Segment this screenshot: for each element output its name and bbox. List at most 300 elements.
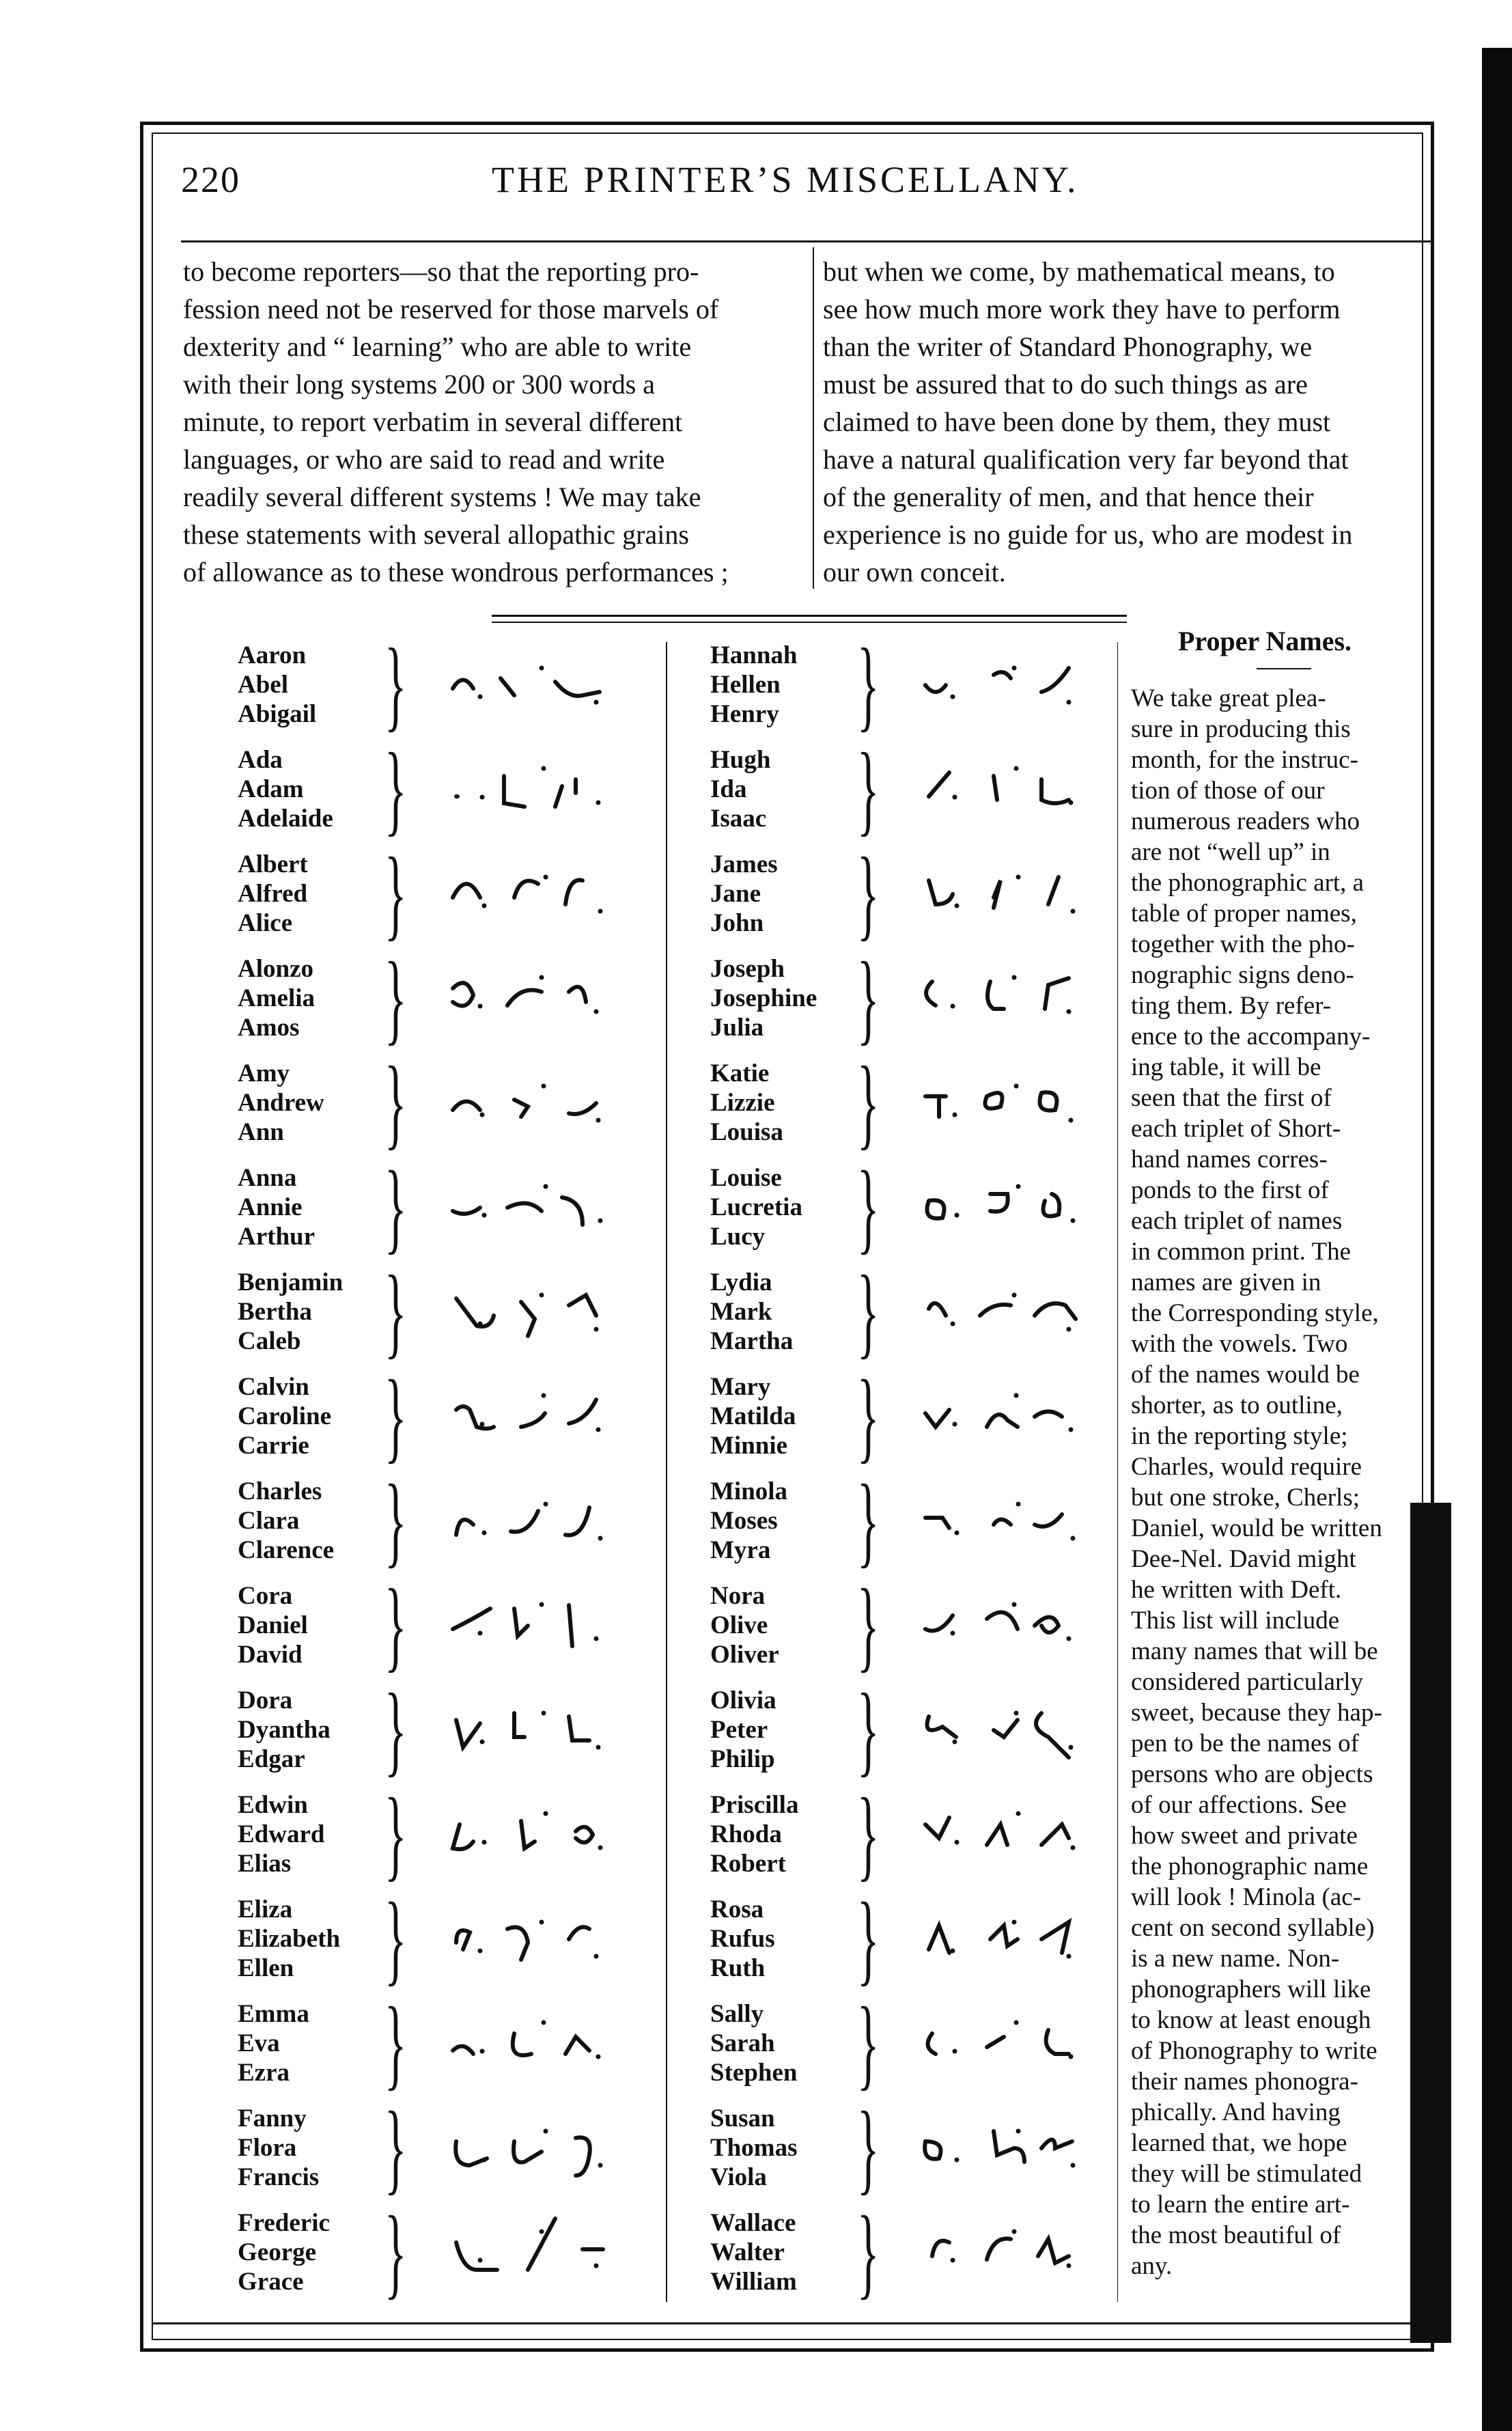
proper-name: Amelia — [238, 984, 316, 1012]
vowel-dot — [594, 1637, 599, 1641]
intro-right-line: must be assured that to do such things as are — [823, 369, 1308, 400]
brace-icon: } — [384, 837, 407, 950]
brace-icon: } — [857, 941, 880, 1055]
brace-icon: } — [384, 1882, 407, 1995]
vowel-dot — [955, 1840, 960, 1845]
sidebar-line: tion of those of our — [1131, 777, 1325, 805]
shorthand-outline-icon — [419, 857, 664, 932]
vowel-dot — [953, 795, 957, 800]
name-triplet — [710, 1255, 1147, 1368]
shorthand-outline-icon — [891, 1797, 1137, 1872]
vowel-dot — [1014, 1711, 1019, 1716]
proper-name: Katie — [710, 1059, 770, 1087]
shorthand-signs — [891, 1484, 1137, 1559]
vowel-dot — [540, 1602, 544, 1607]
name-triplet — [710, 1359, 1147, 1473]
vowel-dot — [953, 1113, 957, 1117]
brace-icon: } — [857, 1150, 880, 1264]
vowel-dot — [1069, 1745, 1074, 1750]
sidebar-line: of the names would be — [1131, 1361, 1360, 1389]
sidebar-line: phonographers will like — [1131, 1975, 1371, 2003]
sidebar-line: learned that, we hope — [1131, 2129, 1347, 2157]
name-triplet — [238, 2091, 675, 2204]
vowel-dot — [1069, 801, 1074, 805]
intro-right-line: claimed to have been done by them, they must — [823, 406, 1331, 437]
brace-icon: } — [384, 1046, 407, 1159]
sidebar-line: This list will include — [1131, 1607, 1340, 1635]
sidebar-line: are not “well up” in — [1131, 838, 1330, 866]
vowel-dot — [598, 1219, 603, 1223]
vowel-dot — [594, 1954, 599, 1959]
name-triplet — [710, 837, 1147, 950]
shorthand-signs — [891, 752, 1137, 827]
shorthand-stroke — [929, 773, 1069, 803]
vowel-dot — [951, 1949, 955, 1954]
shorthand-outline-icon — [891, 1693, 1137, 1768]
name-list — [710, 1477, 787, 1565]
vowel-dot — [480, 2049, 485, 2054]
shorthand-stroke — [925, 1410, 1062, 1427]
brace-icon: } — [857, 1777, 880, 1891]
vowel-dot — [482, 1531, 487, 1536]
vowel-dot — [1071, 1846, 1076, 1850]
brace-icon: } — [384, 1150, 407, 1264]
shorthand-outline-icon — [419, 2006, 664, 2081]
vowel-dot — [480, 795, 485, 800]
shorthand-stroke — [456, 776, 576, 807]
proper-name: Elizabeth — [238, 1925, 341, 1953]
shorthand-signs — [419, 1379, 664, 1454]
sidebar-line: names are given in — [1131, 1268, 1321, 1296]
sidebar-line: the most beautiful of — [1131, 2221, 1341, 2249]
sidebar-line: Charles, would require — [1131, 1453, 1362, 1481]
name-triplet — [238, 628, 675, 741]
vowel-dot — [594, 700, 599, 705]
sidebar-line: in the reporting style; — [1131, 1422, 1348, 1450]
shorthand-signs — [419, 1902, 664, 1977]
vowel-dot — [1016, 1184, 1021, 1189]
shorthand-outline-icon — [419, 2215, 664, 2290]
shorthand-stroke — [456, 2219, 603, 2270]
name-list — [710, 1895, 775, 1983]
shorthand-signs — [419, 1275, 664, 1350]
name-list — [710, 2208, 797, 2296]
name-triplet — [238, 1150, 675, 1264]
proper-name: George — [238, 2238, 317, 2266]
proper-name: Olivia — [710, 1686, 776, 1714]
shorthand-outline-icon — [891, 2111, 1137, 2186]
intro-left-line: readily several different systems ! We may take — [183, 482, 701, 512]
name-list — [710, 1581, 779, 1669]
proper-name: Peter — [710, 1716, 768, 1744]
proper-name: Myra — [710, 1536, 771, 1564]
shorthand-stroke — [929, 877, 1059, 908]
shorthand-outline-icon — [891, 961, 1137, 1036]
proper-name: Susan — [710, 2104, 775, 2133]
vowel-dot — [596, 2055, 601, 2059]
vowel-dot — [480, 1113, 485, 1117]
name-list — [238, 2104, 319, 2192]
proper-name: Ida — [710, 775, 747, 803]
vowel-dot — [1012, 1293, 1017, 1298]
proper-name: Ann — [238, 1118, 284, 1146]
name-list — [238, 1059, 324, 1147]
shorthand-signs — [891, 2006, 1137, 2081]
name-list — [710, 641, 798, 729]
proper-name: Oliver — [710, 1641, 779, 1669]
proper-name: Lucretia — [710, 1193, 802, 1221]
name-triplet — [710, 1777, 1147, 1891]
vowel-dot — [596, 1745, 601, 1750]
proper-name: Ada — [238, 746, 283, 774]
shorthand-stroke — [926, 978, 1069, 1009]
proper-name: Lizzie — [710, 1089, 775, 1117]
sidebar-line: the phonographic art, a — [1131, 869, 1364, 897]
shorthand-outline-icon — [891, 1484, 1137, 1559]
vowel-dot — [478, 1004, 483, 1009]
vowel-dot — [1016, 2129, 1021, 2134]
brace-icon: } — [384, 732, 407, 846]
shorthand-signs — [419, 752, 664, 827]
name-list — [710, 850, 778, 938]
vowel-dot — [955, 1531, 960, 1536]
name-triplet — [710, 2091, 1147, 2204]
shorthand-outline-icon — [891, 1170, 1137, 1245]
vowel-dot — [1067, 1010, 1072, 1014]
intro-right-line: experience is no guide for us, who are modest in — [823, 519, 1353, 550]
shorthand-outline-icon — [891, 2006, 1137, 2081]
name-triplet — [710, 1464, 1147, 1577]
shorthand-outline-icon — [891, 1066, 1137, 1141]
vowel-dot — [1071, 1536, 1076, 1541]
vowel-dot — [1069, 1428, 1074, 1432]
brace-icon: } — [857, 1359, 880, 1473]
name-list — [710, 954, 817, 1042]
name-triplet — [710, 1568, 1147, 1682]
name-list — [238, 850, 308, 938]
vowel-dot — [1014, 2020, 1019, 2025]
name-triplet — [238, 1673, 675, 1786]
sidebar-line: to learn the entire art- — [1131, 2191, 1350, 2219]
brace-icon: } — [857, 732, 880, 846]
vowel-dot — [478, 1949, 483, 1954]
sidebar-line: seen that the first of — [1131, 1084, 1332, 1112]
vowel-dot — [951, 1322, 955, 1326]
shorthand-outline-icon — [891, 857, 1137, 932]
name-list — [238, 954, 315, 1042]
shorthand-signs — [419, 1066, 664, 1141]
sidebar-line: each triplet of names — [1131, 1207, 1343, 1235]
vowel-dot — [1069, 1118, 1074, 1123]
shorthand-signs — [891, 1588, 1137, 1663]
shorthand-stroke — [928, 2030, 1069, 2054]
proper-name: Hannah — [710, 641, 798, 669]
intro-right-line: see how much more work they have to perform — [823, 294, 1341, 324]
sidebar-line: is a new name. Non- — [1131, 1945, 1340, 1973]
proper-name: Bertha — [238, 1298, 312, 1326]
shorthand-outline-icon — [419, 752, 664, 827]
proper-name: Aaron — [238, 641, 307, 669]
proper-name: Edgar — [238, 1745, 305, 1773]
brace-icon: } — [384, 1464, 407, 1577]
shorthand-signs — [419, 2111, 664, 2186]
shorthand-stroke — [456, 1295, 596, 1336]
proper-name: Edwin — [238, 1791, 308, 1819]
scan-edge-shadow — [1482, 48, 1512, 2431]
vowel-dot — [544, 1502, 548, 1507]
shorthand-stroke — [927, 1713, 1069, 1758]
name-list — [238, 1895, 340, 1983]
proper-name: Josephine — [710, 984, 817, 1012]
intro-right-line: but when we come, by mathematical means, to — [823, 256, 1335, 287]
name-list — [238, 1268, 343, 1356]
proper-name: Lydia — [710, 1268, 772, 1296]
brace-icon: } — [384, 1777, 407, 1891]
sidebar-line: phically. And having — [1131, 2098, 1341, 2126]
shorthand-outline-icon — [891, 2215, 1137, 2290]
proper-name: Alice — [238, 909, 293, 937]
name-triplet — [238, 1882, 675, 1995]
shorthand-outline-icon — [891, 1379, 1137, 1454]
name-list — [238, 1163, 315, 1251]
vowel-dot — [1067, 2264, 1072, 2268]
shorthand-outline-icon — [891, 1275, 1137, 1350]
name-list — [238, 2208, 330, 2296]
proper-name: Alonzo — [238, 955, 313, 983]
shorthand-signs — [891, 1170, 1137, 1245]
sidebar-line: to know at least enough — [1131, 2006, 1371, 2034]
name-triplet — [238, 837, 675, 950]
shorthand-signs — [419, 648, 664, 723]
brace-icon: } — [384, 1359, 407, 1473]
brace-icon: } — [384, 1986, 407, 2100]
shorthand-signs — [891, 648, 1137, 723]
proper-name: Julia — [710, 1014, 764, 1042]
shorthand-outline-icon — [419, 1484, 664, 1559]
proper-name: Amy — [238, 1059, 290, 1087]
vowel-dot — [951, 1004, 955, 1009]
sidebar-line: ponds to the first of — [1131, 1176, 1329, 1204]
intro-left-line: with their long systems 200 or 300 words a — [183, 369, 656, 400]
sidebar-line: their names phonogra- — [1131, 2068, 1358, 2096]
intro-left-column — [183, 253, 803, 591]
proper-name: Philip — [710, 1745, 775, 1773]
proper-name: Abigail — [238, 700, 317, 728]
sidebar-line: hand names corres- — [1131, 1145, 1328, 1173]
sidebar-line: the Corresponding style, — [1131, 1299, 1379, 1327]
proper-name: Isaac — [710, 805, 767, 833]
proper-name: Albert — [238, 850, 308, 878]
vowel-dot — [482, 1213, 487, 1218]
sidebar-line: ence to the accompany- — [1131, 1023, 1371, 1051]
sidebar-line: in common print. The — [1131, 1238, 1351, 1266]
brace-icon: } — [857, 1882, 880, 1995]
proper-name: Frederic — [238, 2209, 330, 2237]
sidebar-line: of Phonography to write — [1131, 2037, 1377, 2065]
name-list — [238, 1581, 308, 1669]
vowel-dot — [1016, 1811, 1021, 1816]
shorthand-stroke — [925, 1514, 1062, 1528]
sidebar-line: ing table, it will be — [1131, 1053, 1321, 1081]
header-rule — [181, 240, 1431, 242]
shorthand-signs — [891, 961, 1137, 1036]
proper-name: Anna — [238, 1164, 297, 1192]
shorthand-outline-icon — [419, 1902, 664, 1977]
proper-name: Ellen — [238, 1954, 294, 1982]
shorthand-signs — [419, 1588, 664, 1663]
sidebar-title: Proper Names. — [1178, 626, 1352, 656]
name-triplet — [710, 1673, 1147, 1786]
name-list — [710, 1163, 802, 1251]
shorthand-outline-icon — [419, 1693, 664, 1768]
shorthand-signs — [419, 857, 664, 932]
brace-icon: } — [384, 941, 407, 1055]
name-triplet — [238, 1255, 675, 1368]
vowel-dot — [596, 801, 601, 805]
vowel-dot — [951, 2258, 955, 2263]
name-list — [238, 1372, 331, 1460]
shorthand-outline-icon — [891, 1902, 1137, 1977]
brace-icon: } — [384, 2195, 407, 2309]
shorthand-stroke — [453, 1100, 596, 1117]
name-list — [710, 1372, 796, 1460]
column-separator-top — [813, 247, 814, 589]
vowel-dot — [596, 1118, 601, 1123]
vowel-dot — [1069, 2055, 1074, 2059]
shorthand-stroke — [456, 1400, 596, 1429]
proper-name: Nora — [710, 1582, 766, 1610]
sidebar-line: sweet, because they hap- — [1131, 1699, 1382, 1727]
proper-name: Elias — [238, 1850, 292, 1878]
name-triplet — [238, 1986, 675, 2100]
shorthand-stroke — [925, 1612, 1059, 1633]
intro-left-line: languages, or who are said to read and write — [183, 444, 665, 475]
vowel-dot — [544, 1811, 548, 1816]
vowel-dot — [1016, 1502, 1021, 1507]
vowel-dot — [594, 1327, 599, 1332]
sidebar-line: they will be stimulated — [1131, 2160, 1362, 2188]
proper-name: Rufus — [710, 1925, 775, 1953]
proper-name: Alfred — [238, 880, 308, 908]
shorthand-stroke — [456, 1508, 589, 1536]
brace-icon: } — [857, 1255, 880, 1368]
name-triplet — [710, 1150, 1147, 1264]
shorthand-outline-icon — [419, 1066, 664, 1141]
sidebar-body — [1131, 683, 1418, 2281]
sidebar-line: persons who are objects — [1131, 1760, 1373, 1788]
name-list — [710, 1999, 797, 2087]
shorthand-outline-icon — [891, 1588, 1137, 1663]
vowel-dot — [955, 904, 960, 908]
brace-icon: } — [384, 628, 407, 741]
shorthand-outline-icon — [419, 1170, 664, 1245]
proper-name: Moses — [710, 1507, 778, 1535]
vowel-dot — [598, 909, 603, 914]
vowel-dot — [598, 1846, 603, 1850]
vowel-dot — [1016, 875, 1021, 880]
sidebar-line: nographic signs deno- — [1131, 961, 1354, 989]
proper-name: Minola — [710, 1477, 788, 1505]
sidebar-line: ting them. By refer- — [1131, 992, 1332, 1020]
vowel-dot — [480, 1422, 485, 1427]
proper-name: Dora — [238, 1686, 293, 1714]
shorthand-stroke — [929, 1922, 1069, 1953]
shorthand-stroke — [453, 1605, 572, 1646]
shorthand-outline-icon — [419, 1275, 664, 1350]
name-list — [238, 745, 333, 833]
vowel-dot — [482, 904, 487, 908]
vowel-dot — [1014, 1084, 1019, 1089]
brace-icon: } — [857, 1673, 880, 1786]
name-triplet — [238, 941, 675, 1055]
vowel-dot — [542, 766, 546, 771]
sidebar-line: each triplet of Short- — [1131, 1115, 1341, 1143]
proper-name: Stephen — [710, 2059, 798, 2087]
proper-name: Minnie — [710, 1432, 788, 1460]
vowel-dot — [542, 1393, 546, 1398]
proper-name: Edward — [238, 1820, 325, 1848]
name-triplet — [238, 2195, 675, 2309]
proper-name: Jane — [710, 880, 761, 908]
shorthand-outline-icon — [891, 648, 1137, 723]
shorthand-signs — [891, 1066, 1137, 1141]
shorthand-outline-icon — [419, 1588, 664, 1663]
proper-name: Adam — [238, 775, 304, 803]
vowel-dot — [1014, 766, 1019, 771]
sidebar-line: will look ! Minola (ac- — [1131, 1883, 1362, 1911]
proper-name: Priscilla — [710, 1791, 799, 1819]
name-triplet — [710, 1882, 1147, 1995]
brace-icon: } — [857, 2091, 880, 2204]
vowel-dot — [953, 2049, 957, 2054]
vowel-dot — [1067, 1327, 1072, 1332]
name-list — [710, 2104, 797, 2192]
proper-name: Sally — [710, 2000, 764, 2028]
proper-name: Emma — [238, 2000, 309, 2028]
proper-name: Amos — [238, 1014, 300, 1042]
shorthand-stroke — [929, 1303, 1076, 1319]
name-triplet — [238, 1777, 675, 1891]
vowel-dot — [544, 875, 548, 880]
shorthand-signs — [419, 2215, 664, 2290]
vowel-dot — [1071, 1219, 1076, 1223]
brace-icon: } — [384, 2091, 407, 2204]
name-list — [238, 1686, 331, 1774]
name-triplet — [710, 2195, 1147, 2309]
shorthand-signs — [891, 2111, 1137, 2186]
brace-icon: } — [857, 628, 880, 741]
proper-name: John — [710, 909, 764, 937]
vowel-dot — [540, 666, 544, 671]
shorthand-stroke — [453, 678, 600, 696]
name-triplet — [238, 1359, 675, 1473]
name-list — [710, 1268, 793, 1356]
brace-icon: } — [857, 1568, 880, 1682]
vowel-dot — [1012, 666, 1017, 671]
proper-name: Louisa — [710, 1118, 783, 1146]
proper-name: William — [710, 2268, 797, 2296]
shorthand-signs — [891, 1275, 1137, 1350]
shorthand-outline-icon — [419, 648, 664, 723]
sidebar-line: Daniel, would be written — [1131, 1514, 1382, 1542]
proper-name: Calvin — [238, 1373, 309, 1401]
sidebar-line: pen to be the names of — [1131, 1730, 1359, 1758]
name-list — [238, 1790, 324, 1878]
vowel-dot — [1012, 1920, 1017, 1925]
vowel-dot — [540, 1920, 544, 1925]
proper-name: Caleb — [238, 1327, 301, 1355]
proper-name: Wallace — [710, 2209, 796, 2237]
